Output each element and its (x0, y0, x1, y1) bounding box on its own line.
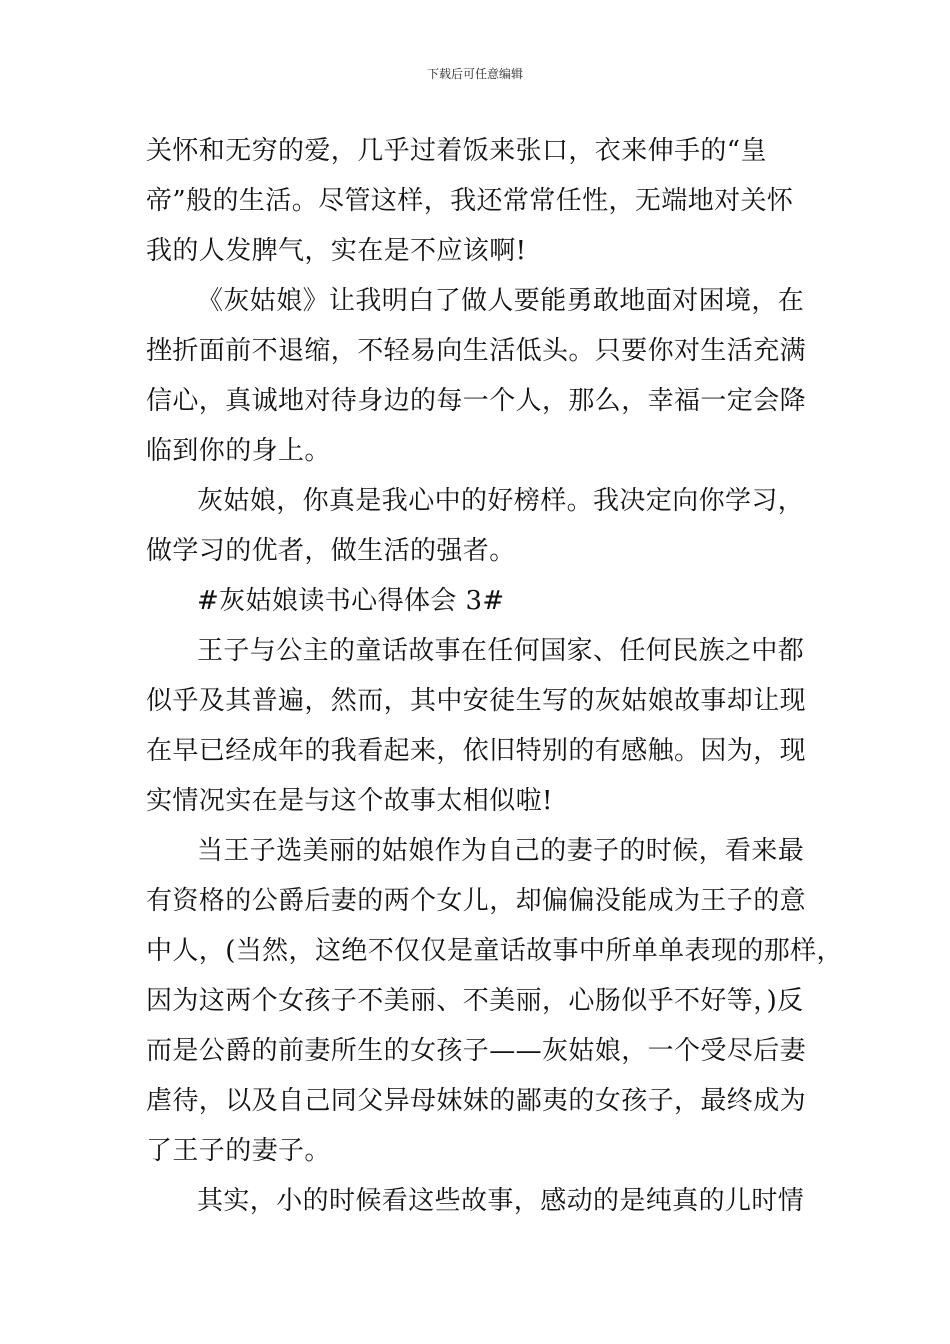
paragraph (146, 476, 810, 576)
text-line: 《灰姑娘》让我明白了做人要能勇敢地面对困境，在 (197, 286, 805, 316)
text-line: 而是公爵的前妻所生的女孩子——灰姑娘，一个受尽后妻 (146, 1036, 807, 1066)
text-line: 王子与公主的童话故事在任何国家、任何民族之中都 (197, 636, 805, 666)
text-line: 似乎及其普遍，然而，其中安徒生写的灰姑娘故事却让现 (146, 686, 807, 716)
text-line: 灰姑娘，你真是我心中的好榜样。我决定向你学习， (197, 486, 805, 516)
text-line: 有资格的公爵后妻的两个女儿，却偏偏没能成为王子的意 (146, 886, 807, 916)
text-line: 临到你的身上。 (146, 436, 331, 466)
paragraph (146, 626, 810, 826)
paragraph (146, 276, 810, 476)
text-line: 虐待，以及自己同父异母妹妹的鄙夷的女孩子，最终成为 (146, 1086, 807, 1116)
text-line: 做学习的优者，做生活的强者。 (146, 536, 516, 566)
text-line: 中人，(当然，这绝不仅仅是童话故事中所单单表现的那样， (146, 936, 843, 966)
text-line: 了王子的妻子。 (146, 1136, 331, 1166)
paragraph (146, 126, 810, 276)
text-line: 当王子选美丽的姑娘作为自己的妻子的时候，看来最 (197, 836, 805, 866)
document-body (146, 126, 843, 1226)
text-line: 关怀和无穷的爱，几乎过着饭来张口，衣来伸手的“皇 (146, 136, 767, 166)
text-line: 因为这两个女孩子不美丽、不美丽，心肠似乎不好等，)反 (146, 986, 804, 1016)
text-line: 在早已经成年的我看起来，依旧特别的有感触。因为，现 (146, 736, 807, 766)
text-line: 帝”般的生活。尽管这样，我还常常任性，无端地对关怀 (146, 186, 794, 216)
page-header: 下载后可任意编辑 (426, 67, 523, 81)
text-line: 信心，真诚地对待身边的每一个人，那么，幸福一定会降 (146, 386, 807, 416)
paragraph (146, 826, 843, 1176)
text-line: 其实，小的时候看这些故事，感动的是纯真的儿时情 (197, 1186, 805, 1216)
heading-line: #灰姑娘读书心得体会 3# (197, 586, 505, 616)
text-line: 挫折面前不退缩，不轻易向生活低头。只要你对生活充满 (146, 336, 807, 366)
section-heading (146, 576, 810, 626)
text-line: 我的人发脾气，实在是不应该啊! (146, 236, 527, 266)
paragraph (146, 1176, 810, 1226)
text-line: 实情况实在是与这个故事太相似啦! (146, 786, 553, 816)
